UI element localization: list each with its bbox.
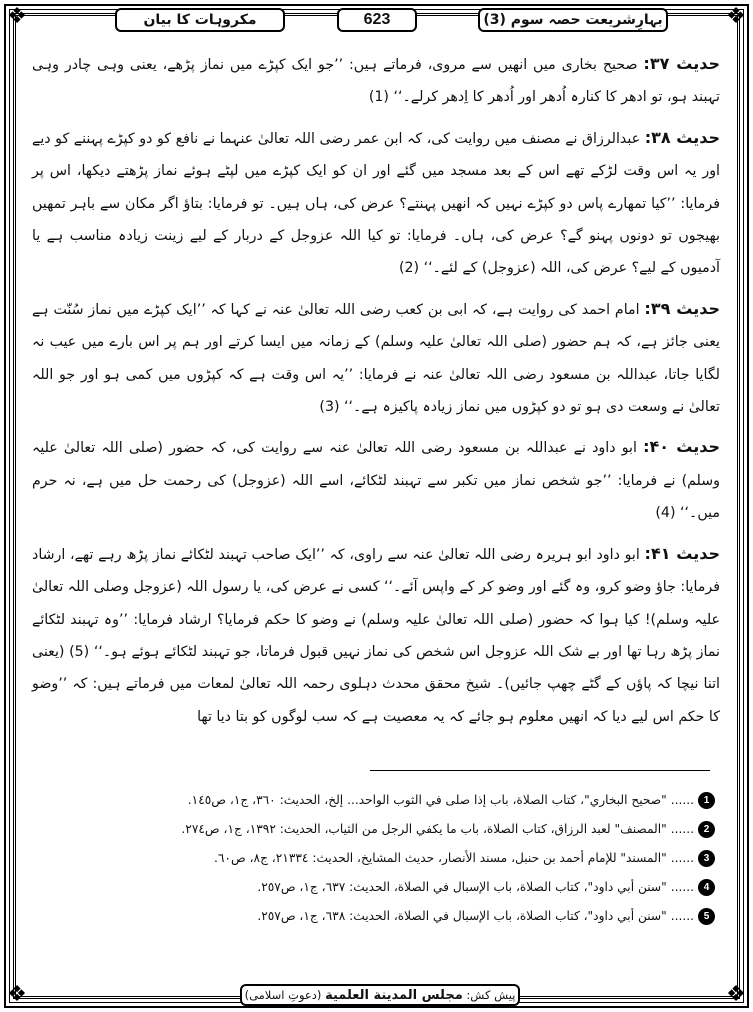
footnote-number: 1 — [698, 792, 715, 809]
hadith-paragraph — [32, 538, 720, 733]
hadith-label: حدیث ۴۰: — [643, 437, 720, 457]
hadith-label: حدیث ۳۹: — [644, 298, 720, 318]
publisher-footer — [240, 984, 520, 1006]
footnote-number: 4 — [698, 879, 715, 896]
book-title: بہارِشریعت حصہ سوم (3) — [478, 8, 668, 32]
main-text — [32, 48, 720, 741]
footnote-number: 5 — [698, 908, 715, 925]
hadith-label: حدیث ۴۱: — [644, 543, 720, 563]
hadith-label: حدیث ۳۸: — [644, 127, 720, 147]
hadith-text: صحیح بخاری میں انھیں سے مروی، فرماتے ہیں: ’’جو ایک کپڑے میں نماز پڑھے، یعنی وہی چادر وہی تہبند ہو، تو ادھر کا کنارہ اُدھر اور اُدھر کا اِدھر کرلے۔‘‘ (1) — [32, 57, 720, 106]
footnote-text: "المصنف" لعبد الرزاق، كتاب الصلاة، باب ما يكفي الرجل من الثياب، الحديث: ١٣٩٢، ج١، ص٢٧٤. — [181, 822, 667, 836]
footnote: 2......"المصنف" لعبد الرزاق، كتاب الصلاة، باب ما يكفي الرجل من الثياب، الحديث: ١٣٩٢، ج١، ص٢٧٤. — [40, 815, 715, 844]
page-number: 623 — [337, 8, 417, 32]
footnote-text: "سنن أبي داود"، كتاب الصلاة، باب الإسبال في الصلاة، الحديث: ٦٣٧، ج١، ص٢٥٧. — [257, 880, 667, 894]
publisher-suffix: (دعوتِ اسلامی) — [244, 988, 322, 1002]
footnote: 1......"صحيح البخاري"، كتاب الصلاة، باب إذا صلى في الثوب الواحد... إلخ، الحديث: ٣٦٠، ج١، ص١٤٥. — [40, 786, 715, 815]
footnote: 3......"المسند" للإمام أحمد بن حنبل، مسند الأنصار، حديث المشايخ، الحديث: ٢١٣٣٤، ج٨، ص٦٠. — [40, 844, 715, 873]
hadith-text: ابو داود ابو ہریرہ رضی اللہ تعالیٰ عنہ سے راوی، کہ ’’ایک صاحب تہبند لٹکائے نماز پڑھ رہے تھے، ارشاد فرمایا: جاؤ وضو کرو، وہ گئے اور وضو کر کے واپس آئے۔‘‘ کسی نے عرض کی، یا رسول اللہ (عزوجل وصلی اللہ تعالیٰ علیہ وسلم)! کیا ہوا کہ حضور (صلی اللہ تعالیٰ علیہ وسلم) نے وضو کا حکم فرمایا؟ ارشاد فرمایا: ’’وہ تہبند لٹکائے نماز پڑھ رہا تھا اور بے شک اللہ عزوجل اس شخص کی نماز نہیں قبول فرماتا، جو تہبند لٹکائے ہوئے ہو۔‘‘ (5) (یعنی اتنا نیچا کہ پاؤں کے گٹے چھپ جائیں)۔ شیخ محقق محدث دہلوی رحمہ اللہ تعالیٰ لمعات میں فرماتے ہیں: کہ ’’وضو کا حکم اس لیے دیا کہ انھیں معلوم ہو جائے کہ یہ معصیت ہے کہ سب لوگوں کو بتا دیا تھا — [32, 546, 721, 725]
hadith-text: ابو داود نے عبداللہ بن مسعود رضی اللہ تعالیٰ عنہ سے روایت کی، کہ حضور (صلی اللہ تعالیٰ علیہ وسلم) نے فرمایا: ’’جو شخص نماز میں تکبر سے تہبند لٹکائے، اسے اللہ (عزوجل) کی رحمت حل میں ہے، نہ حرم میں۔‘‘ (4) — [32, 440, 720, 522]
hadith-text: امام احمد کی روایت ہے، کہ ابی بن کعب رضی اللہ تعالیٰ عنہ نے کہا کہ ’’ایک کپڑے میں نماز سُنّت ہے یعنی جائز ہے، کہ ہم حضور (صلی اللہ تعالیٰ علیہ وسلم) کے زمانہ میں ایسا کرتے اور ہم پر اس بارے میں عیب نہ لگایا جاتا، عبداللہ بن مسعود رضی اللہ تعالیٰ عنہ نے فرمایا: ’’یہ اس وقت ہے کہ کپڑوں میں کمی ہو اور جو اللہ تعالیٰ نے وسعت دی ہو تو دو کپڑوں میں نماز زیادہ پاکیزہ ہے۔‘‘ (3) — [32, 301, 720, 416]
footnote: 5......"سنن أبي داود"، كتاب الصلاة، باب الإسبال في الصلاة، الحديث: ٦٣٨، ج١، ص٢٥٧. — [40, 902, 715, 931]
hadith-paragraph — [32, 122, 720, 285]
corner-ornament-icon: ❖ — [7, 982, 27, 1007]
footnote-number: 3 — [698, 850, 715, 867]
footnote-number: 2 — [698, 821, 715, 838]
footnote-text: "صحيح البخاري"، كتاب الصلاة، باب إذا صلى في الثوب الواحد... إلخ، الحديث: ٣٦٠، ج١، ص١٤٥. — [187, 793, 667, 807]
corner-ornament-icon: ❖ — [726, 982, 746, 1007]
footer-prefix: پیش کش: — [466, 988, 516, 1002]
publisher-name: مجلس المدينة العلمية — [325, 988, 463, 1003]
footnote-text: "المسند" للإمام أحمد بن حنبل، مسند الأنصار، حديث المشايخ، الحديث: ٢١٣٣٤، ج٨، ص٦٠. — [214, 851, 667, 865]
corner-ornament-icon: ❖ — [726, 4, 746, 29]
corner-ornament-icon: ❖ — [7, 4, 27, 29]
chapter-title: مکروہات کا بیان — [115, 8, 285, 32]
hadith-text: عبدالرزاق نے مصنف میں روایت کی، کہ ابن عمر رضی اللہ تعالیٰ عنہما نے نافع کو دو کپڑے پہننے کو دیے اور یہ اس وقت لڑکے تھے اس کے بعد مسجد میں گئے اور ان کو ایک کپڑے میں لپٹے ہوئے نماز پڑھتے دیکھا، اس پر فرمایا: ’’کیا تمھارے پاس دو کپڑے نہیں کہ انھیں پہنتے؟ عرض کی، ہاں ہیں۔ تو فرمایا: بتاؤ اگر مکان سے باہر تمھیں بھیجوں تو دونوں پہنو گے؟ عرض کی، ہاں۔ فرمایا: تو کیا اللہ عزوجل کے دربار کے لیے زینت زیادہ مناسب ہے یا آدمیوں کے لیے؟ عرض کی، اللہ (عزوجل) کے لئے۔‘‘ (2) — [32, 130, 720, 277]
footnote-divider — [370, 770, 710, 771]
hadith-paragraph — [32, 48, 720, 114]
footnote-text: "سنن أبي داود"، كتاب الصلاة، باب الإسبال في الصلاة، الحديث: ٦٣٨، ج١، ص٢٥٧. — [257, 909, 667, 923]
footnote: 4......"سنن أبي داود"، كتاب الصلاة، باب الإسبال في الصلاة، الحديث: ٦٣٧، ج١، ص٢٥٧. — [40, 873, 715, 902]
hadith-paragraph — [32, 431, 720, 529]
page-header — [40, 8, 713, 34]
footnotes — [40, 786, 715, 931]
hadith-paragraph — [32, 293, 720, 424]
hadith-label: حدیث ۳۷: — [643, 54, 721, 73]
